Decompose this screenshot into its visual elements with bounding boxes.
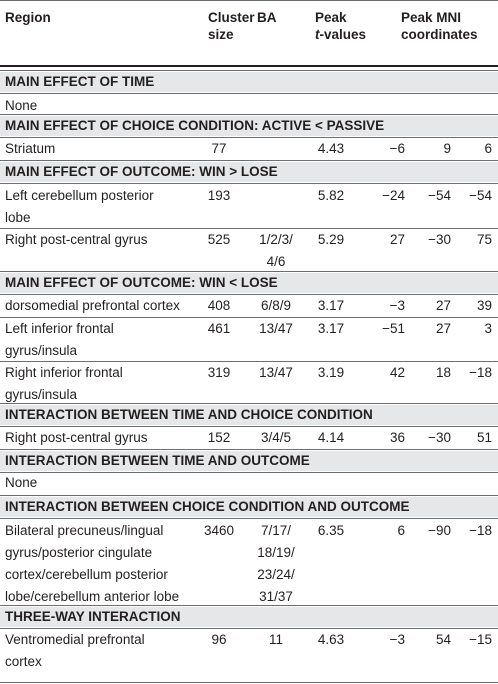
row-region: Right post-central gyrus [5,232,148,247]
row-mni-z: −18 [469,365,492,380]
row-region: Ventromedial prefrontal [5,632,145,647]
row-mni-y: 9 [443,141,451,156]
row-ba: 1/2/3/ [259,232,293,247]
section-title: THREE-WAY INTERACTION [5,609,181,624]
row-mni-y: 27 [435,298,451,313]
header-peak-mni-line2: coordinates [401,27,478,42]
row-ba: 6/8/9 [260,298,292,313]
header-ba: BA [257,10,277,25]
row-region: Right inferior frontal [5,365,123,380]
row-mni-y: −90 [428,523,451,538]
table-bottom-rule [0,682,498,683]
section-header [0,497,498,517]
row-mni-y: −54 [428,188,451,203]
row-peak-t: 4.43 [317,141,345,156]
row-ba: 31/37 [259,589,293,604]
section-title: MAIN EFFECT OF OUTCOME: WIN < LOSE [5,275,278,290]
row-cluster-size: 152 [207,430,231,445]
row-cluster-size: 3460 [203,523,235,538]
row-mni-z: −18 [469,523,492,538]
row-rule [0,472,498,473]
section-title: INTERACTION BETWEEN TIME AND CHOICE CONDITION [5,407,373,422]
row-region: Bilateral precuneus/lingual [5,523,164,538]
section-title: MAIN EFFECT OF TIME [5,74,155,89]
header-peak-mni-line1: Peak MNI [401,10,462,25]
section-header [0,607,498,627]
row-mni-z: 51 [476,430,492,445]
row-cluster-size: 193 [207,188,231,203]
row-cluster-size: 461 [207,321,231,336]
row-mni-y: 54 [435,632,451,647]
row-rule [0,183,498,184]
row-region: gyrus/insula [5,387,78,402]
row-mni-z: 75 [476,232,492,247]
row-mni-x: 36 [389,430,405,445]
section-title: INTERACTION BETWEEN TIME AND OUTCOME [5,453,310,468]
row-mni-y: −30 [428,430,451,445]
row-rule [0,114,498,115]
header-rule [0,65,498,67]
section-header [0,162,498,182]
row-ba: 7/17/ [260,523,292,538]
row-ba: 18/19/ [257,545,295,560]
header-peak-t-line2: t-values [315,27,367,42]
row-region: Left inferior frontal [5,321,114,336]
row-mni-x: −3 [389,632,405,647]
row-rule [0,605,498,606]
row-rule [0,294,498,295]
row-mni-x: 42 [389,365,405,380]
row-region: gyrus/insula [5,343,78,358]
header-peak-t-line1: Peak [315,10,347,25]
row-cluster-size: 319 [207,365,231,380]
row-rule [0,160,498,161]
row-rule [0,93,498,94]
row-peak-t: 5.29 [317,232,345,247]
row-region: Left cerebellum posterior [5,188,154,203]
row-mni-y: −30 [428,232,451,247]
row-ba: 3/4/5 [260,430,292,445]
row-cluster-size: 408 [207,298,231,313]
row-mni-x: 27 [389,232,405,247]
row-peak-t: 5.82 [317,188,345,203]
header-cluster-size-line1: Cluster [208,10,255,25]
header-cluster-size-line2: size [208,27,234,42]
row-region: lobe [5,210,31,225]
section-header [0,72,498,92]
row-cluster-size: 525 [207,232,231,247]
row-mni-z: 6 [484,141,492,156]
row-ba: 13/47 [259,365,293,380]
row-region: Right post-central gyrus [5,430,148,445]
row-mni-y: 18 [435,365,451,380]
row-peak-t: 4.63 [317,632,345,647]
section-title: MAIN EFFECT OF OUTCOME: WIN > LOSE [5,164,278,179]
row-mni-z: −54 [469,188,492,203]
row-region: gyrus/posterior cingulate [5,545,153,560]
row-rule [0,449,498,450]
row-mni-x: −51 [382,321,405,336]
row-region: dorsomedial prefrontal cortex [5,298,180,313]
row-mni-x: −6 [389,141,405,156]
row-rule [0,495,498,496]
row-region: cortex/cerebellum posterior [5,567,168,582]
row-region: cortex [5,654,42,669]
row-peak-t: 3.17 [317,321,345,336]
row-rule [0,403,498,404]
row-region: None [5,98,38,113]
row-mni-x: −24 [382,188,405,203]
row-mni-z: 39 [476,298,492,313]
row-ba: 4/6 [266,254,286,269]
row-rule [0,628,498,629]
row-mni-x: −3 [389,298,405,313]
table-top-rule [0,0,498,1]
section-title: MAIN EFFECT OF CHOICE CONDITION: ACTIVE < PASSIVE [5,118,385,133]
row-rule [0,70,498,71]
section-header [0,116,498,136]
row-region: lobe/cerebellum anterior lobe [5,589,180,604]
row-rule [0,317,498,318]
section-header [0,405,498,425]
row-mni-y: 27 [435,321,451,336]
row-region: Striatum [5,141,56,156]
row-peak-t: 4.14 [317,430,345,445]
row-mni-z: 3 [484,321,492,336]
row-rule [0,518,498,519]
row-mni-x: 6 [397,523,405,538]
section-title: INTERACTION BETWEEN CHOICE CONDITION AND OUTCOME [5,499,410,514]
row-rule [0,271,498,272]
row-ba: 23/24/ [257,567,295,582]
section-header [0,273,498,293]
row-rule [0,426,498,427]
header-region: Region [5,10,51,25]
row-peak-t: 3.19 [317,365,345,380]
row-ba: 13/47 [259,321,293,336]
section-header [0,451,498,471]
row-cluster-size: 96 [211,632,227,647]
row-ba: 11 [268,632,284,647]
row-rule [0,137,498,138]
row-region: None [5,475,38,490]
row-mni-z: −15 [469,632,492,647]
row-cluster-size: 77 [211,141,227,156]
row-peak-t: 6.35 [317,523,345,538]
row-peak-t: 3.17 [317,298,345,313]
row-rule [0,228,498,229]
row-rule [0,361,498,362]
